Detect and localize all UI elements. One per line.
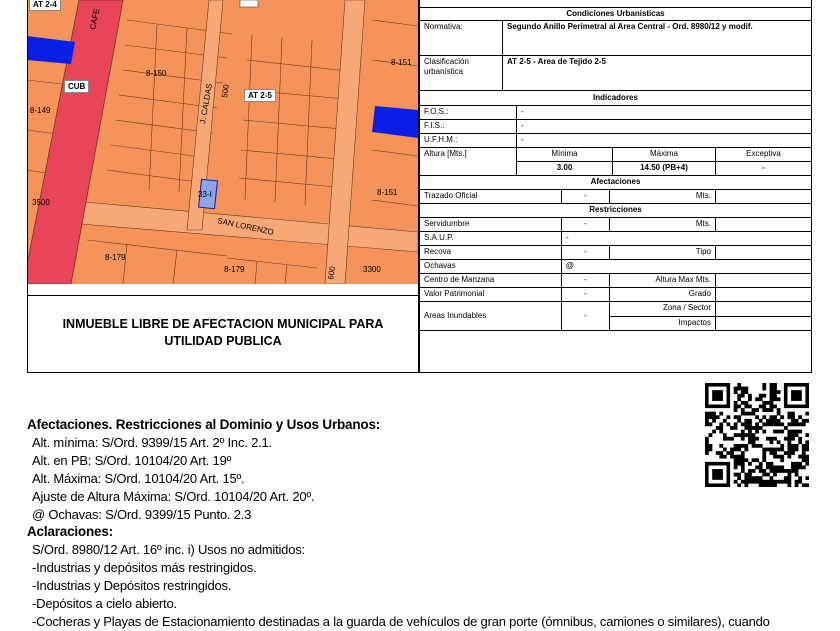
clarification-line: S/Ord. 8980/12 Art. 16º inc. i) Usos no admitidos:	[32, 542, 305, 557]
impactos-label: Impactos	[609, 317, 715, 331]
restriction-line: Alt. Máxima: S/Ord. 10104/20 Art. 15º.	[32, 471, 245, 486]
table-row	[420, 232, 811, 246]
exceptiva-value: -	[715, 162, 811, 176]
street-label-san-lorenzo: SAN LORENZO	[216, 216, 275, 237]
restriction-line: Ajuste de Altura Máxima: S/Ord. 10104/20 Art. 20º.	[32, 489, 315, 504]
areas-value: -	[561, 302, 609, 330]
centro-altura-max: Altura Max Mts.	[609, 274, 715, 287]
zone-tag-at-2-4: AT 2-4	[29, 0, 61, 11]
valor-value: -	[561, 288, 609, 301]
zone-tag-at-2-5: AT 2-5	[244, 89, 276, 102]
exceptiva-label: Exceptiva	[715, 148, 811, 162]
section-title-afectaciones: Afectaciones	[590, 177, 641, 186]
left-separator	[27, 295, 419, 296]
clasificacion-value: AT 2-5 - Area de Tejido 2-5	[502, 56, 811, 90]
fos-value: -	[516, 106, 811, 119]
lot-label: 33-I	[198, 190, 212, 199]
saup-value: -	[561, 232, 811, 245]
normativa-value: Segundo Anillo Perimetral al Area Central - Ord. 8980/12 y modif.	[502, 21, 811, 55]
table-row	[420, 106, 811, 120]
restrictions-heading: Afectaciones. Restricciones al Dominio y Usos Urbanos:	[27, 417, 381, 432]
servidumbre-unit: Mts.	[609, 218, 715, 231]
block-label-8-151-bottom: 8-151	[377, 188, 398, 197]
centro-extra	[715, 274, 811, 287]
block-label-8-150: 8-150	[146, 69, 167, 78]
restriction-line: @ Ochavas: S/Ord. 9399/15 Punto. 2.3	[32, 507, 252, 522]
fis-value: -	[516, 120, 811, 133]
section-title-restricciones: Restricciones	[589, 205, 642, 214]
table-row	[420, 288, 811, 302]
clasificacion-label: Clasificación urbanística	[424, 57, 469, 76]
street-label-caldas: J. CALDAS	[198, 82, 214, 125]
servidumbre-extra	[715, 218, 811, 231]
minima-label: Mínima	[516, 148, 612, 162]
block-label-8-149: 8-149	[30, 106, 51, 115]
number-600: 600	[326, 265, 338, 281]
section-title-indicadores: Indicadores	[593, 93, 638, 102]
valor-extra	[715, 288, 811, 301]
table-row	[420, 21, 811, 56]
clarification-line: -Industrias y depósitos más restringidos.	[32, 560, 257, 575]
clarifications-heading: Aclaraciones:	[27, 524, 113, 539]
fos-label: F.O.S.:	[424, 107, 449, 116]
recova-label: Recova	[424, 247, 452, 256]
recova-tipo: Tipo	[609, 246, 715, 259]
table-row	[420, 218, 811, 232]
areas-label: Areas Inundables	[424, 311, 487, 320]
table-row	[420, 302, 811, 331]
table-row	[420, 274, 811, 288]
saup-label: S.A.U.P.	[424, 233, 454, 242]
centro-value: -	[561, 274, 609, 287]
section-title-condiciones: Condiciones Urbanisticas	[566, 9, 665, 18]
ochavas-label: Ochavas	[424, 261, 456, 270]
number-3300: 3300	[363, 265, 381, 274]
maxima-label: Máxima	[612, 148, 715, 162]
fis-label: F.I.S.:	[424, 121, 445, 130]
table-row	[420, 134, 811, 148]
number-3500: 3500	[32, 198, 50, 207]
clarification-line: -Cocheras y Playas de Estacionamiento destinadas a la guarda de vehículos de gran porte (ómnibus, camiones o similares), cuando	[32, 614, 770, 629]
ufhm-label: U.F.H.M.:	[424, 135, 458, 144]
valor-grado: Grado	[609, 288, 715, 301]
normativa-label: Normativa:	[424, 22, 463, 31]
table-row	[420, 246, 811, 260]
table-row	[420, 56, 811, 91]
table-top-row	[420, 0, 811, 8]
trazado-label: Trazado Oficial	[424, 191, 478, 200]
centro-label: Centro de Manzana	[424, 275, 495, 284]
valor-label: Valor Patrimonial	[424, 289, 485, 298]
table-row	[420, 190, 811, 204]
trazado-value: -	[561, 190, 609, 203]
trazado-unit: Mts.	[609, 190, 715, 203]
zona-label: Zona / Sector	[609, 302, 715, 317]
altura-label: Altura [Mts.]	[424, 149, 467, 158]
maxima-value: 14.50 (PB+4)	[612, 162, 715, 176]
notes-section	[27, 416, 817, 631]
notice-text: INMUEBLE LIBRE DE AFECTACION MUNICIPAL PARA UTILIDAD PUBLICA	[62, 317, 384, 348]
restriction-line: Alt. mínima: S/Ord. 9399/15 Art. 2º Inc. 2.1.	[32, 435, 272, 450]
table-row	[420, 204, 811, 218]
servidumbre-value: -	[561, 218, 609, 231]
block-label-8-179-left: 8-179	[105, 253, 126, 262]
clarification-line: -Industrias y Depósitos restringidos.	[32, 578, 232, 593]
ufhm-value: -	[516, 134, 811, 147]
table-row	[420, 91, 811, 106]
ochavas-value: @	[561, 260, 811, 273]
recova-extra	[715, 246, 811, 259]
impactos-extra	[715, 317, 811, 331]
minima-value: 3.00	[516, 162, 612, 176]
zone-tag-cub: CUB	[64, 80, 89, 93]
conditions-table	[419, 0, 812, 373]
table-row	[420, 120, 811, 134]
table-row	[420, 8, 811, 21]
table-row	[420, 176, 811, 190]
servidumbre-label: Servidumbre	[424, 219, 470, 228]
recova-value: -	[561, 246, 609, 259]
table-row	[420, 260, 811, 274]
restriction-line: Alt. en PB: S/Ord. 10104/20 Art. 19º	[32, 453, 232, 468]
zona-extra	[715, 302, 811, 317]
street-label-cafe: CAFE	[88, 7, 102, 31]
number-500: 500	[220, 83, 231, 99]
table-row	[420, 148, 811, 176]
clarification-line: -Depósitos a cielo abierto.	[32, 596, 177, 611]
block-label-8-179-right: 8-179	[224, 265, 245, 274]
trazado-extra	[715, 190, 811, 203]
block-label-8-151-top: 8-151	[391, 58, 412, 67]
